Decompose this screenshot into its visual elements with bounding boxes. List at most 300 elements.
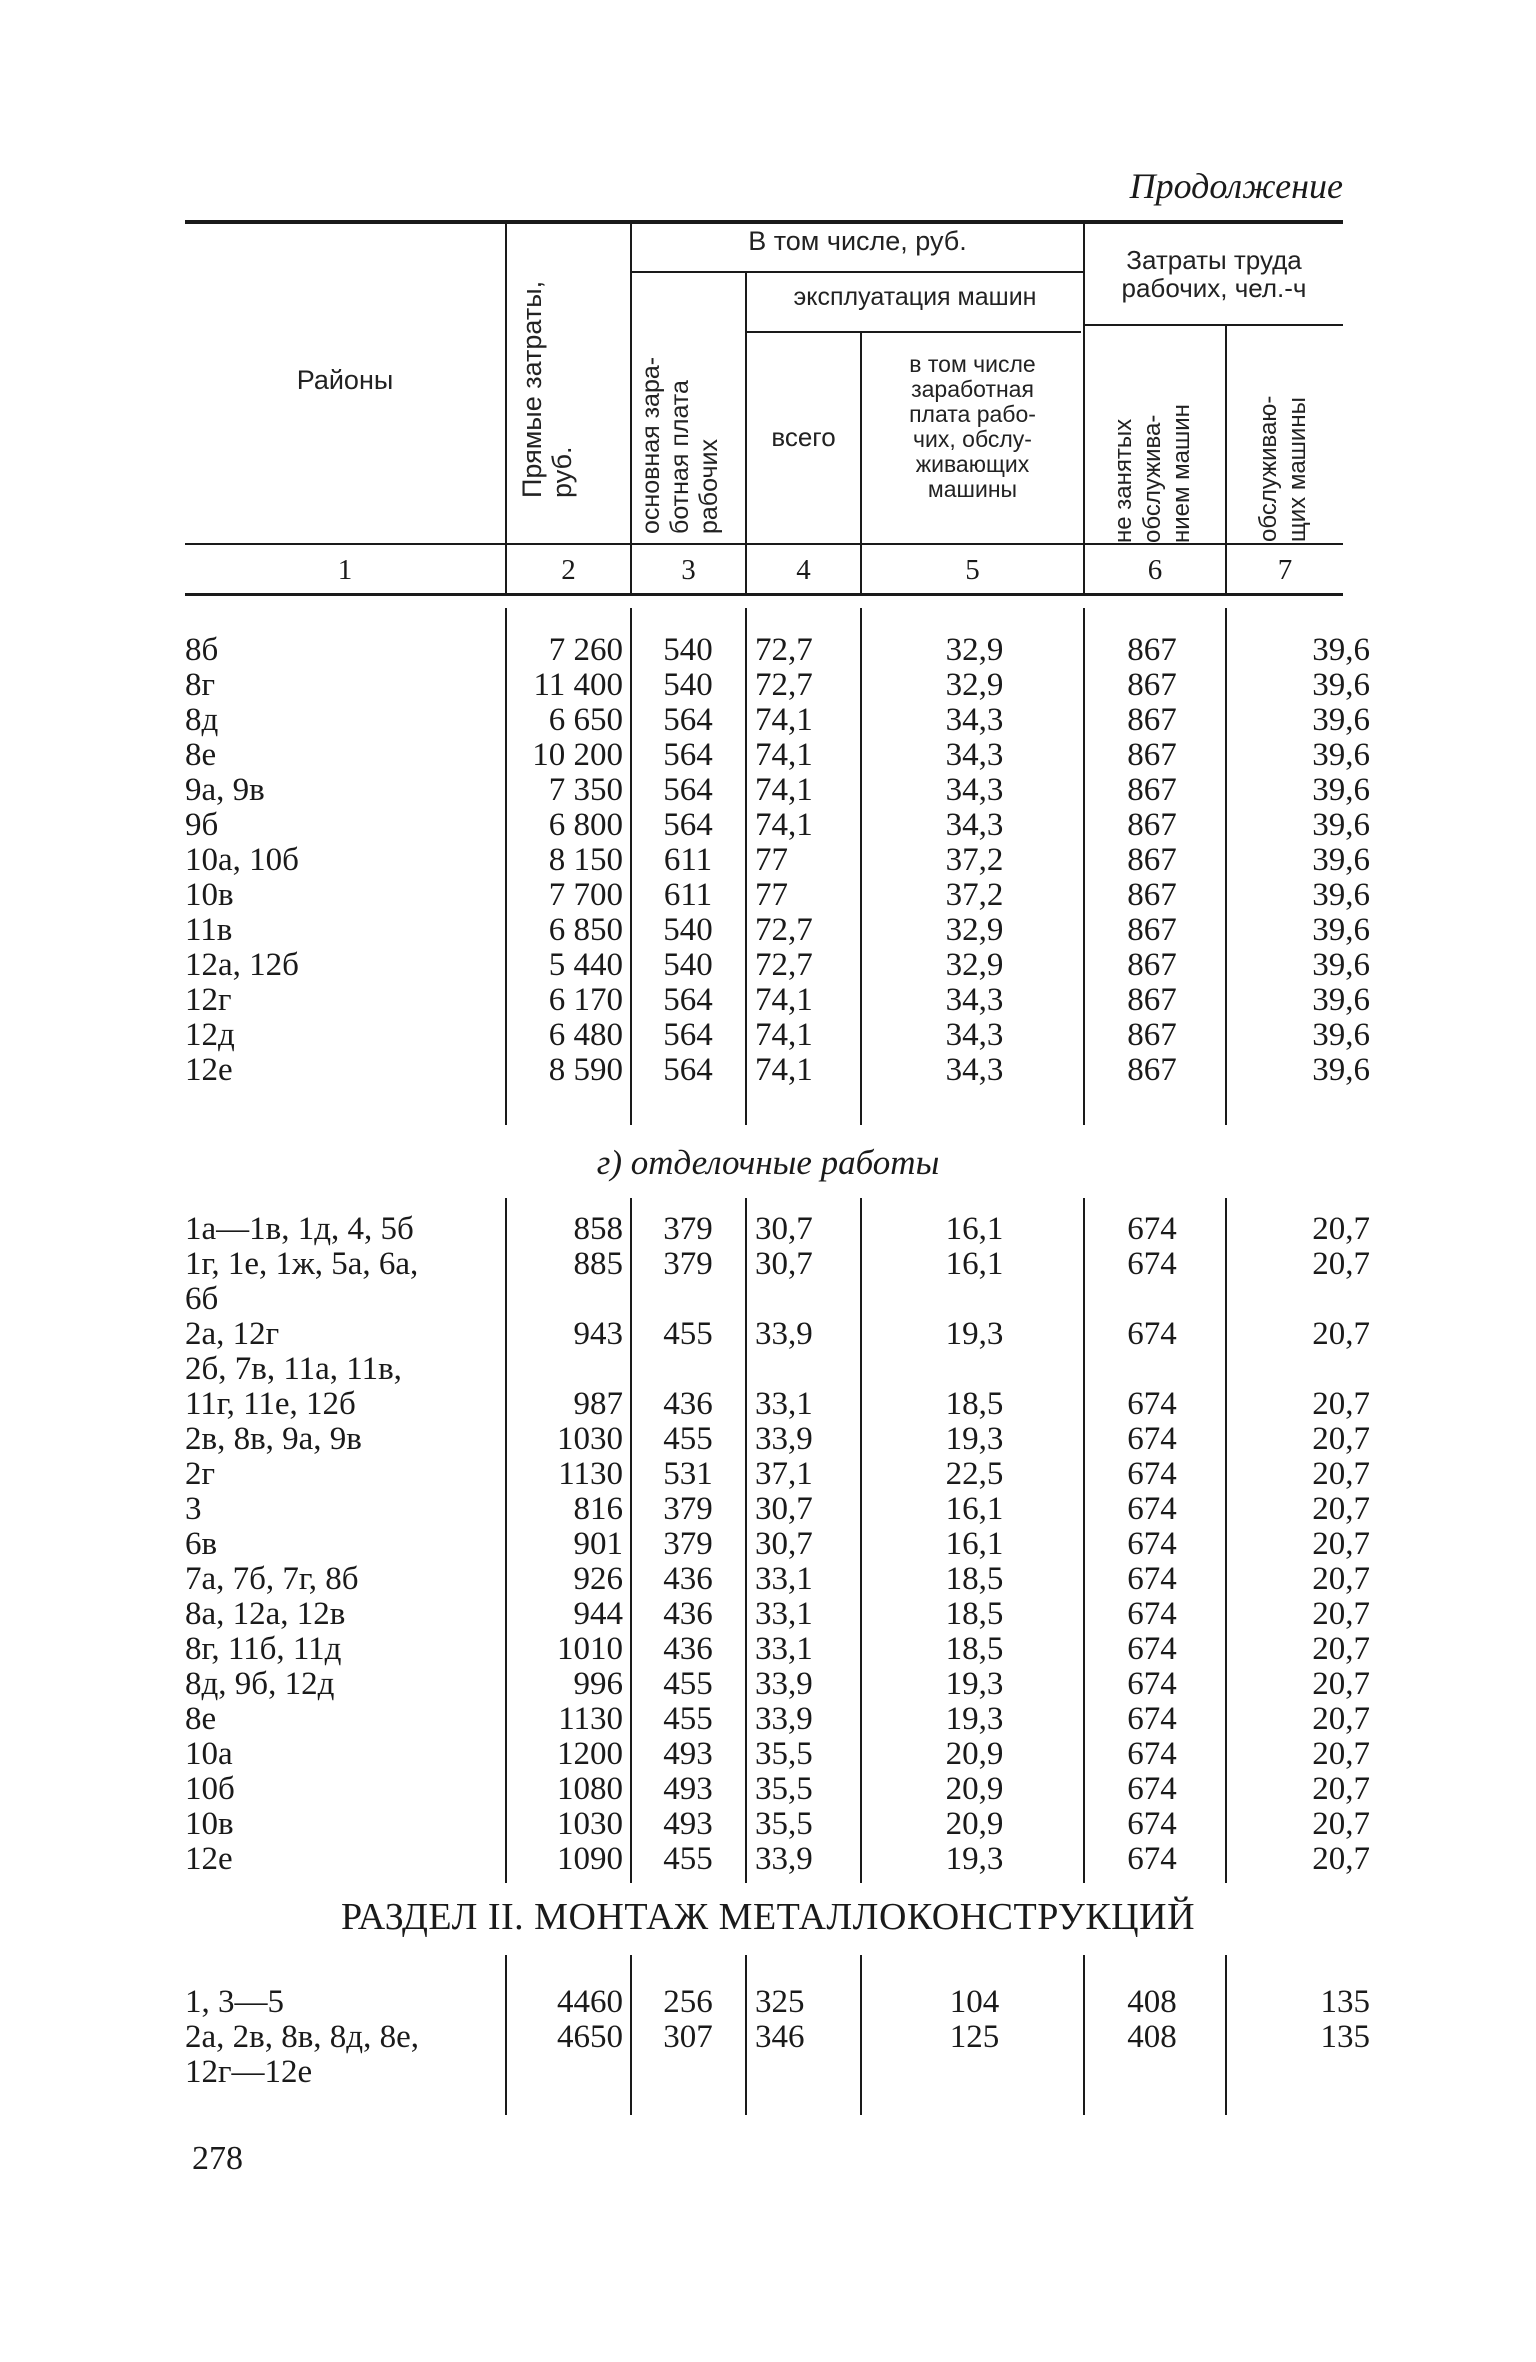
base-wage-cell: 493 <box>663 1806 713 1842</box>
table-row <box>185 1492 1384 1527</box>
region-cell: 3 <box>185 1491 202 1527</box>
region-cell: 8е <box>185 737 217 773</box>
direct-costs-cell: 901 <box>573 1526 623 1562</box>
labor-not-machine-cell: 867 <box>1127 1017 1177 1053</box>
table-row <box>185 2020 1384 2055</box>
table-row <box>185 703 1384 738</box>
column-number: 6 <box>1147 554 1163 586</box>
labor-machine-cell: 20,7 <box>1312 1736 1370 1772</box>
labor-machine-cell: 39,6 <box>1312 877 1370 913</box>
machine-total-cell: 74,1 <box>755 737 813 773</box>
machine-total-cell: 74,1 <box>755 772 813 808</box>
direct-costs-cell: 6 480 <box>548 1017 623 1053</box>
region-cell: 11в <box>185 912 233 948</box>
machine-total-cell: 74,1 <box>755 1052 813 1088</box>
machine-total-cell: 35,5 <box>755 1806 813 1842</box>
labor-machine-cell: 39,6 <box>1312 842 1370 878</box>
header-regions: Районы <box>296 365 394 395</box>
region-cell: 8г, 11б, 11д <box>185 1631 342 1667</box>
labor-not-machine-cell: 674 <box>1127 1421 1177 1457</box>
base-wage-cell <box>633 1352 743 1387</box>
base-wage-cell: 379 <box>663 1526 713 1562</box>
labor-not-machine-cell: 867 <box>1127 912 1177 948</box>
direct-costs-cell: 944 <box>573 1596 623 1632</box>
base-wage-cell: 564 <box>663 807 713 843</box>
labor-not-machine-cell: 674 <box>1127 1666 1177 1702</box>
table-row <box>185 948 1384 983</box>
labor-not-machine-cell: 674 <box>1127 1841 1177 1877</box>
labor-machine-cell: 39,6 <box>1312 982 1370 1018</box>
machine-total-cell: 35,5 <box>755 1736 813 1772</box>
direct-costs-cell: 1030 <box>557 1421 623 1457</box>
region-cell: 10б <box>185 1771 235 1807</box>
labor-machine-cell: 20,7 <box>1312 1561 1370 1597</box>
header-direct-costs: Прямые затраты, руб. <box>517 280 577 498</box>
section-title: РАЗДЕЛ II. МОНТАЖ МЕТАЛЛОКОНСТРУКЦИЙ <box>340 1896 1196 1938</box>
block1-table <box>185 633 1384 1088</box>
region-cell: 10в <box>185 1806 234 1842</box>
region-cell: 2г <box>185 1456 216 1492</box>
header-hline <box>632 271 1083 273</box>
base-wage-cell: 455 <box>663 1421 713 1457</box>
direct-costs-cell: 1010 <box>557 1631 623 1667</box>
labor-not-machine-cell: 867 <box>1127 632 1177 668</box>
labor-machine-cell: 20,7 <box>1312 1491 1370 1527</box>
header-bottom-rule <box>185 543 1343 545</box>
labor-machine-cell: 39,6 <box>1312 772 1370 808</box>
labor-machine-cell: 20,7 <box>1312 1631 1370 1667</box>
base-wage-cell: 564 <box>663 982 713 1018</box>
table-row <box>185 773 1384 808</box>
region-cell: 7а, 7б, 7г, 8б <box>185 1561 359 1597</box>
labor-machine-cell: 20,7 <box>1312 1841 1370 1877</box>
region-cell: 10а, 10б <box>185 842 299 878</box>
labor-not-machine-cell: 674 <box>1127 1211 1177 1247</box>
table-row <box>185 808 1384 843</box>
labor-not-machine-cell: 674 <box>1127 1736 1177 1772</box>
labor-machine-cell: 20,7 <box>1312 1421 1370 1457</box>
labor-not-machine-cell: 674 <box>1127 1526 1177 1562</box>
block2-table <box>185 1212 1384 1877</box>
direct-costs-cell: 987 <box>573 1386 623 1422</box>
region-cell: 2б, 7в, 11а, 11в, <box>185 1351 402 1387</box>
machine-total-cell: 33,9 <box>755 1316 813 1352</box>
machine-total-cell: 72,7 <box>755 632 813 668</box>
labor-not-machine-cell: 674 <box>1127 1316 1177 1352</box>
region-cell: 1г, 1е, 1ж, 5а, 6а, <box>185 1246 419 1282</box>
base-wage-cell: 379 <box>663 1246 713 1282</box>
machine-wage-cell: 19,3 <box>945 1841 1004 1877</box>
labor-not-machine-cell: 408 <box>1127 1984 1177 2020</box>
machine-wage-cell: 19,3 <box>945 1701 1004 1737</box>
continuation-label: Продолжение <box>1129 166 1343 206</box>
header-end-rule <box>185 593 1343 596</box>
column-number: 7 <box>1277 554 1293 586</box>
machine-wage-cell <box>867 2055 1082 2090</box>
table-top-rule <box>185 220 1343 224</box>
direct-costs-cell: 1080 <box>557 1771 623 1807</box>
machine-total-cell: 72,7 <box>755 667 813 703</box>
machine-total-cell: 33,9 <box>755 1421 813 1457</box>
table-row <box>185 1282 1384 1317</box>
labor-not-machine-cell: 867 <box>1127 772 1177 808</box>
machine-wage-cell: 34,3 <box>945 982 1004 1018</box>
direct-costs-cell: 6 800 <box>548 807 623 843</box>
direct-costs-cell: 5 440 <box>548 947 623 983</box>
machine-total-cell: 74,1 <box>755 982 813 1018</box>
base-wage-cell: 256 <box>663 1984 713 2020</box>
direct-costs-cell <box>505 2055 633 2090</box>
labor-machine-cell: 20,7 <box>1312 1386 1370 1422</box>
machine-wage-cell: 20,9 <box>945 1806 1004 1842</box>
machine-total-cell <box>743 1282 867 1317</box>
direct-costs-cell: 1030 <box>557 1806 623 1842</box>
table-row <box>185 1632 1384 1667</box>
base-wage-cell: 455 <box>663 1666 713 1702</box>
header-hline <box>1085 324 1343 326</box>
column-number: 1 <box>337 554 353 586</box>
region-cell: 8д <box>185 702 219 738</box>
table-row <box>185 1053 1384 1088</box>
labor-machine-cell: 39,6 <box>1312 737 1370 773</box>
machine-total-cell: 74,1 <box>755 702 813 738</box>
region-cell: 8а, 12а, 12в <box>185 1596 346 1632</box>
machine-wage-cell: 34,3 <box>945 1017 1004 1053</box>
labor-not-machine-cell: 867 <box>1127 1052 1177 1088</box>
machine-wage-cell: 19,3 <box>945 1421 1004 1457</box>
labor-not-machine-cell: 408 <box>1127 2019 1177 2055</box>
machine-wage-cell: 19,3 <box>945 1316 1004 1352</box>
subsection-title: г) отделочные работы <box>596 1143 940 1182</box>
table-row <box>185 878 1384 913</box>
machine-total-cell: 74,1 <box>755 807 813 843</box>
machine-total-cell: 33,1 <box>755 1386 813 1422</box>
column-number: 2 <box>561 554 576 586</box>
region-cell: 12е <box>185 1841 233 1877</box>
labor-machine-cell: 20,7 <box>1312 1701 1370 1737</box>
base-wage-cell: 564 <box>663 1052 713 1088</box>
labor-machine-cell: 20,7 <box>1312 1771 1370 1807</box>
base-wage-cell: 379 <box>663 1211 713 1247</box>
machine-wage-cell: 125 <box>949 2019 1000 2055</box>
base-wage-cell: 493 <box>663 1736 713 1772</box>
labor-machine-cell <box>1222 2055 1384 2090</box>
direct-costs-cell: 11 400 <box>533 667 623 703</box>
base-wage-cell: 564 <box>663 1017 713 1053</box>
header-divider <box>505 224 507 544</box>
labor-not-machine-cell: 867 <box>1127 702 1177 738</box>
base-wage-cell <box>633 2055 743 2090</box>
labor-machine-cell: 39,6 <box>1312 667 1370 703</box>
labor-not-machine-cell <box>1082 1352 1222 1387</box>
region-cell: 8б <box>185 632 219 668</box>
labor-machine-cell: 20,7 <box>1312 1806 1370 1842</box>
base-wage-cell: 436 <box>663 1561 713 1597</box>
direct-costs-cell: 7 350 <box>548 772 623 808</box>
region-cell: 10а <box>185 1736 233 1772</box>
table-row <box>185 1562 1384 1597</box>
machine-total-cell: 35,5 <box>755 1771 813 1807</box>
machine-wage-cell: 22,5 <box>945 1456 1004 1492</box>
direct-costs-cell: 6 170 <box>548 982 623 1018</box>
machine-wage-cell: 32,9 <box>945 947 1004 983</box>
direct-costs-cell: 7 260 <box>548 632 623 668</box>
labor-machine-cell: 20,7 <box>1312 1316 1370 1352</box>
machine-wage-cell: 34,3 <box>945 807 1004 843</box>
direct-costs-cell: 996 <box>573 1666 623 1702</box>
base-wage-cell: 455 <box>663 1841 713 1877</box>
direct-costs-cell <box>505 1282 633 1317</box>
machine-total-cell: 33,1 <box>755 1561 813 1597</box>
direct-costs-cell: 4460 <box>557 1984 623 2020</box>
table-row <box>185 1317 1384 1352</box>
header-divider <box>745 272 747 544</box>
machine-wage-cell: 19,3 <box>945 1666 1004 1702</box>
direct-costs-cell: 885 <box>573 1246 623 1282</box>
labor-not-machine-cell: 867 <box>1127 807 1177 843</box>
machine-wage-cell: 32,9 <box>945 667 1004 703</box>
machine-total-cell: 37,1 <box>755 1456 813 1492</box>
direct-costs-cell: 926 <box>573 1561 623 1597</box>
labor-not-machine-cell: 867 <box>1127 877 1177 913</box>
machine-wage-cell: 20,9 <box>945 1771 1004 1807</box>
table-row <box>185 1772 1384 1807</box>
direct-costs-cell: 4650 <box>557 2019 623 2055</box>
page-number: 278 <box>192 2140 243 2177</box>
labor-machine-cell <box>1222 1352 1384 1387</box>
machine-total-cell: 33,1 <box>755 1631 813 1667</box>
machine-wage-cell: 34,3 <box>945 1052 1004 1088</box>
machine-total-cell: 346 <box>755 2019 805 2055</box>
machine-wage-cell: 16,1 <box>945 1526 1004 1562</box>
direct-costs-cell: 1090 <box>557 1841 623 1877</box>
machine-total-cell <box>743 2055 867 2090</box>
machine-total-cell: 33,9 <box>755 1701 813 1737</box>
machine-total-cell: 33,9 <box>755 1841 813 1877</box>
labor-not-machine-cell: 674 <box>1127 1596 1177 1632</box>
region-cell: 9б <box>185 807 219 843</box>
region-cell: 12г <box>185 982 232 1018</box>
machine-wage-cell: 104 <box>949 1984 1000 2020</box>
header-machine-serving: обслуживаю- щих машины <box>1255 395 1311 542</box>
labor-machine-cell: 20,7 <box>1312 1666 1370 1702</box>
header-base-wage: основная зара- ботная плата рабочих <box>637 356 723 534</box>
machine-wage-cell: 34,3 <box>945 737 1004 773</box>
table-row <box>185 738 1384 773</box>
direct-costs-cell: 1130 <box>558 1701 623 1737</box>
labor-machine-cell: 39,6 <box>1312 807 1370 843</box>
direct-costs-cell: 816 <box>573 1491 623 1527</box>
region-cell: 8е <box>185 1701 217 1737</box>
header-divider <box>1225 325 1227 544</box>
colnum-divider <box>860 545 862 593</box>
machine-wage-cell: 32,9 <box>945 632 1004 668</box>
header-hline <box>747 331 1081 333</box>
base-wage-cell <box>633 1282 743 1317</box>
region-cell: 12г—12е <box>185 2054 313 2090</box>
machine-total-cell: 30,7 <box>755 1491 813 1527</box>
table-row <box>185 983 1384 1018</box>
region-cell: 11г, 11е, 12б <box>185 1386 356 1422</box>
table-row <box>185 1985 1384 2020</box>
base-wage-cell: 540 <box>663 947 713 983</box>
machine-total-cell: 30,7 <box>755 1246 813 1282</box>
machine-wage-cell: 16,1 <box>945 1491 1004 1527</box>
column-number: 3 <box>681 554 696 586</box>
table-row <box>185 1597 1384 1632</box>
labor-not-machine-cell <box>1082 2055 1222 2090</box>
labor-not-machine-cell: 674 <box>1127 1246 1177 1282</box>
labor-machine-cell: 135 <box>1320 2019 1370 2055</box>
machine-wage-cell: 18,5 <box>945 1596 1004 1632</box>
region-cell: 1, 3—5 <box>185 1984 284 2020</box>
table-row <box>185 913 1384 948</box>
region-cell: 6б <box>185 1281 219 1317</box>
table-row <box>185 1422 1384 1457</box>
region-cell: 10в <box>185 877 234 913</box>
labor-machine-cell: 39,6 <box>1312 947 1370 983</box>
base-wage-cell: 540 <box>663 912 713 948</box>
header-not-machine: не занятых обслужива- нием машин <box>1110 404 1195 543</box>
region-cell: 12д <box>185 1017 235 1053</box>
region-cell: 12е <box>185 1052 233 1088</box>
machine-wage-cell: 16,1 <box>945 1211 1004 1247</box>
labor-not-machine-cell: 674 <box>1127 1701 1177 1737</box>
table-row <box>185 1842 1384 1877</box>
machine-total-cell: 33,1 <box>755 1596 813 1632</box>
block3-table <box>185 1985 1384 2090</box>
labor-not-machine-cell: 674 <box>1127 1771 1177 1807</box>
machine-wage-cell: 32,9 <box>945 912 1004 948</box>
labor-machine-cell: 39,6 <box>1312 912 1370 948</box>
machine-wage-cell: 16,1 <box>945 1246 1004 1282</box>
labor-machine-cell: 39,6 <box>1312 632 1370 668</box>
header-machine-wage: в том числе заработная плата рабо- чих, обслу- живающих машины <box>909 351 1036 502</box>
machine-total-cell: 77 <box>755 877 788 913</box>
labor-not-machine-cell: 867 <box>1127 947 1177 983</box>
labor-machine-cell: 39,6 <box>1312 702 1370 738</box>
labor-not-machine-cell: 867 <box>1127 737 1177 773</box>
region-cell: 2а, 2в, 8в, 8д, 8е, <box>185 2019 419 2055</box>
direct-costs-cell: 6 850 <box>548 912 623 948</box>
direct-costs-cell: 6 650 <box>548 702 623 738</box>
table-row <box>185 668 1384 703</box>
colnum-divider <box>1083 545 1085 593</box>
direct-costs-cell <box>505 1352 633 1387</box>
base-wage-cell: 307 <box>663 2019 713 2055</box>
table-row <box>185 1807 1384 1842</box>
base-wage-cell: 540 <box>663 667 713 703</box>
machine-wage-cell: 18,5 <box>945 1561 1004 1597</box>
region-cell: 6в <box>185 1526 218 1562</box>
machine-total-cell: 74,1 <box>755 1017 813 1053</box>
labor-not-machine-cell: 867 <box>1127 667 1177 703</box>
table-row <box>185 843 1384 878</box>
direct-costs-cell: 943 <box>573 1316 623 1352</box>
labor-machine-cell: 39,6 <box>1312 1052 1370 1088</box>
labor-machine-cell: 20,7 <box>1312 1526 1370 1562</box>
table-row <box>185 1457 1384 1492</box>
machine-wage-cell: 37,2 <box>945 842 1004 878</box>
header-machine-operation: эксплуатация машин <box>793 283 1037 311</box>
machine-total-cell: 325 <box>755 1984 805 2020</box>
region-cell: 2а, 12г <box>185 1316 280 1352</box>
base-wage-cell: 531 <box>663 1456 713 1492</box>
labor-machine-cell: 20,7 <box>1312 1456 1370 1492</box>
labor-not-machine-cell: 674 <box>1127 1806 1177 1842</box>
labor-not-machine-cell: 674 <box>1127 1631 1177 1667</box>
machine-total-cell: 30,7 <box>755 1211 813 1247</box>
region-cell: 8д, 9б, 12д <box>185 1666 335 1702</box>
machine-total-cell: 72,7 <box>755 947 813 983</box>
direct-costs-cell: 8 590 <box>548 1052 623 1088</box>
table-row <box>185 1018 1384 1053</box>
base-wage-cell: 493 <box>663 1771 713 1807</box>
table-row <box>185 1667 1384 1702</box>
base-wage-cell: 611 <box>663 877 713 913</box>
region-cell: 2в, 8в, 9а, 9в <box>185 1421 362 1457</box>
labor-not-machine-cell: 674 <box>1127 1456 1177 1492</box>
machine-wage-cell: 20,9 <box>945 1736 1004 1772</box>
machine-wage-cell: 18,5 <box>945 1386 1004 1422</box>
labor-machine-cell <box>1222 1282 1384 1317</box>
colnum-divider <box>745 545 747 593</box>
region-cell: 8г <box>185 667 216 703</box>
base-wage-cell: 379 <box>663 1491 713 1527</box>
labor-not-machine-cell: 674 <box>1127 1561 1177 1597</box>
direct-costs-cell: 10 200 <box>532 737 623 773</box>
direct-costs-cell: 1130 <box>558 1456 623 1492</box>
machine-wage-cell: 37,2 <box>945 877 1004 913</box>
table-row <box>185 1702 1384 1737</box>
direct-costs-cell: 858 <box>573 1211 623 1247</box>
labor-not-machine-cell: 867 <box>1127 842 1177 878</box>
base-wage-cell: 564 <box>663 772 713 808</box>
table-row <box>185 1737 1384 1772</box>
table-row <box>185 2055 1384 2090</box>
machine-wage-cell: 18,5 <box>945 1631 1004 1667</box>
header-including-rub: В том числе, руб. <box>748 226 967 256</box>
direct-costs-cell: 7 700 <box>548 877 623 913</box>
labor-not-machine-cell: 674 <box>1127 1386 1177 1422</box>
labor-machine-cell: 20,7 <box>1312 1596 1370 1632</box>
colnum-divider <box>630 545 632 593</box>
labor-machine-cell: 135 <box>1320 1984 1370 2020</box>
machine-wage-cell <box>867 1282 1082 1317</box>
column-number: 4 <box>796 554 811 586</box>
machine-total-cell: 72,7 <box>755 912 813 948</box>
colnum-divider <box>1225 545 1227 593</box>
labor-not-machine-cell: 674 <box>1127 1491 1177 1527</box>
table-row <box>185 633 1384 668</box>
base-wage-cell: 436 <box>663 1386 713 1422</box>
base-wage-cell: 455 <box>663 1316 713 1352</box>
direct-costs-cell: 8 150 <box>548 842 623 878</box>
table-row <box>185 1352 1384 1387</box>
table-row <box>185 1212 1384 1247</box>
region-cell: 1а—1в, 1д, 4, 5б <box>185 1211 414 1247</box>
machine-total-cell: 33,9 <box>755 1666 813 1702</box>
labor-machine-cell: 20,7 <box>1312 1246 1370 1282</box>
base-wage-cell: 564 <box>663 702 713 738</box>
table-row <box>185 1387 1384 1422</box>
base-wage-cell: 611 <box>663 842 713 878</box>
base-wage-cell: 564 <box>663 737 713 773</box>
labor-machine-cell: 39,6 <box>1312 1017 1370 1053</box>
header-labor-costs: Затраты труда рабочих, чел.-ч <box>1121 245 1307 303</box>
table-row <box>185 1247 1384 1282</box>
machine-wage-cell: 34,3 <box>945 702 1004 738</box>
